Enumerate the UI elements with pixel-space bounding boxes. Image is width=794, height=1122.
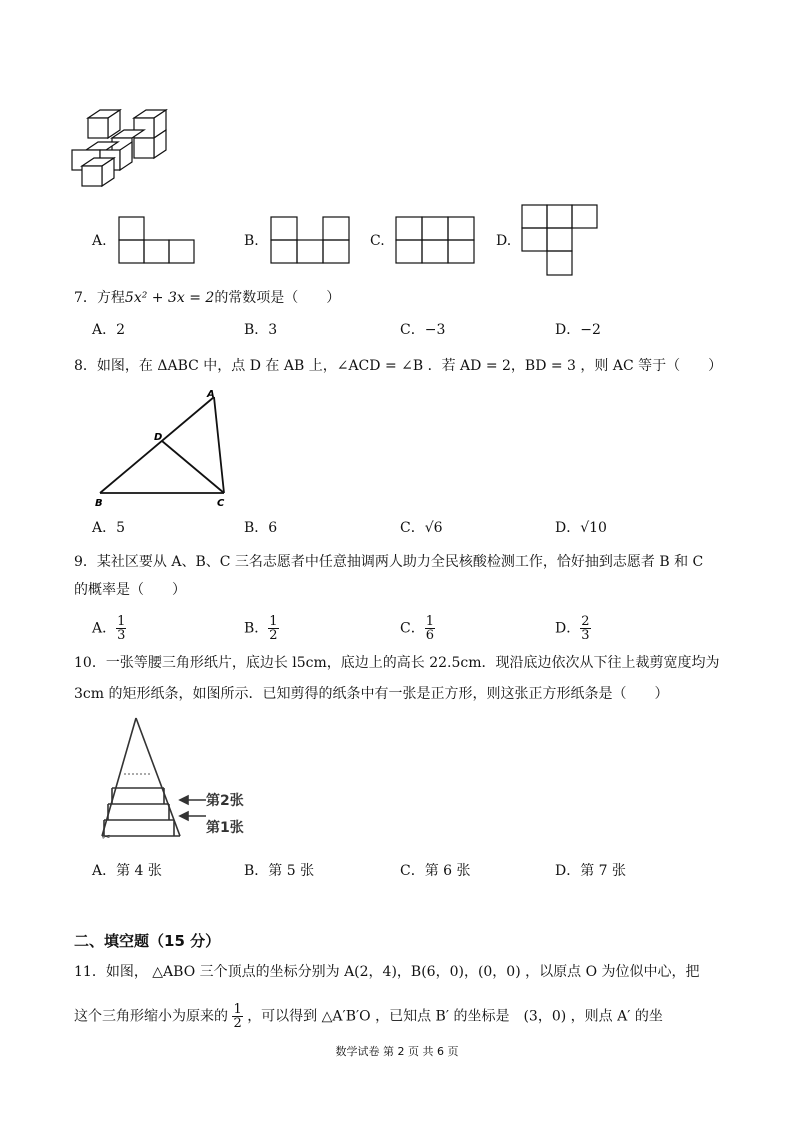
q9-stem-line2: 的概率是（ ）: [74, 582, 186, 598]
q10-option-b[interactable]: B．第 5 张: [244, 863, 315, 879]
q9-option-c[interactable]: C． $\frac{1}{6}$: [400, 614, 434, 643]
q6-option-c-view: [395, 216, 477, 266]
q7-option-a[interactable]: A．2: [92, 322, 126, 338]
q11-line2: 这个三角形缩小为原来的 $\frac{1}{2}$ ，可以得到 △A′B′O ，已知点 B′ 的坐标是 (3，0) ，则点 A′ 的坐: [74, 1002, 663, 1031]
q7-equation: 5x² + 3x = 2: [124, 290, 215, 306]
q9-option-a[interactable]: A． $\frac{1}{3}$: [92, 614, 126, 643]
q7-option-c[interactable]: C．−3: [400, 322, 446, 338]
q6-option-d-view: [521, 204, 601, 278]
q9-fraction-a: $\frac{1}{3}$: [117, 614, 126, 643]
q10-paper-triangle-figure: [96, 712, 276, 842]
q10-stem-line1: 10．一张等腰三角形纸片，底边长 l5cm，底边上的高长 22.5cm．现沿底边依次从下往上裁剪宽度均为: [74, 655, 720, 671]
q10-option-c[interactable]: C．第 6 张: [400, 863, 471, 879]
q10-stem-line2: 3cm 的矩形纸条，如图所示．已知剪得的纸条中有一张是正方形，则这张正方形纸条是（ ）: [74, 686, 669, 702]
q8-label-d: D: [154, 432, 163, 443]
q10-label-sheet-2: 第2张: [206, 793, 244, 809]
q9-option-b[interactable]: B． $\frac{1}{2}$: [244, 614, 278, 643]
q8-option-a[interactable]: A．5: [92, 520, 126, 536]
cube-stack-figure: [68, 104, 180, 192]
q10-option-d[interactable]: D．第 7 张: [555, 863, 627, 879]
q9-fraction-d: $\frac{2}{3}$: [581, 614, 590, 643]
q11-line1: 11．如图， △ABO 三个顶点的坐标分别为 A(2，4)，B(6，0)，(0，0) ，以原点 O 为位似中心，把: [74, 964, 700, 980]
q7-option-b[interactable]: B．3: [244, 322, 278, 338]
q8-label-c: C: [217, 498, 225, 509]
q8-stem: 8．如图，在 ΔABC 中，点 D 在 AB 上，∠ACD = ∠B ．若 AD = 2，BD = 3 ，则 AC 等于（ ）: [74, 358, 723, 374]
page-footer: 数学试卷 第 2 页 共 6 页: [335, 1045, 459, 1058]
q10-option-a[interactable]: A．第 4 张: [92, 863, 162, 879]
q6-option-a-letter[interactable]: A.: [92, 233, 107, 249]
q8-option-b[interactable]: B．6: [244, 520, 278, 536]
q10-label-sheet-1: 第1张: [206, 820, 244, 836]
q6-option-d-letter[interactable]: D.: [496, 233, 512, 249]
q8-option-c[interactable]: C．√6: [400, 520, 443, 536]
q7-option-d[interactable]: D．−2: [555, 322, 601, 338]
q9-fraction-c: $\frac{1}{6}$: [425, 614, 434, 643]
q7-stem: 7．方程5x² + 3x = 2的常数项是（ ）: [74, 290, 341, 306]
section-2-title: 二、填空题（15 分）: [74, 932, 221, 950]
q9-fraction-b: $\frac{1}{2}$: [269, 614, 278, 643]
q8-label-a: A: [207, 389, 215, 400]
q9-option-d[interactable]: D． $\frac{2}{3}$: [555, 614, 590, 643]
q6-option-b-letter[interactable]: B.: [244, 233, 259, 249]
q6-option-c-letter[interactable]: C.: [370, 233, 385, 249]
q8-option-d[interactable]: D．√10: [555, 520, 607, 536]
scissors-icon: ✂: [102, 832, 111, 842]
q9-stem-line1: 9．某社区要从 A、B、C 三名志愿者中任意抽调两人助力全民核酸检测工作，恰好抽到志愿者 B 和 C: [74, 554, 704, 570]
q6-option-b-view: [270, 216, 352, 266]
q8-label-b: B: [95, 498, 103, 509]
q11-fraction-half: $\frac{1}{2}$: [233, 1002, 242, 1031]
q8-triangle-figure: [90, 385, 240, 510]
q6-option-a-view: [118, 216, 198, 266]
